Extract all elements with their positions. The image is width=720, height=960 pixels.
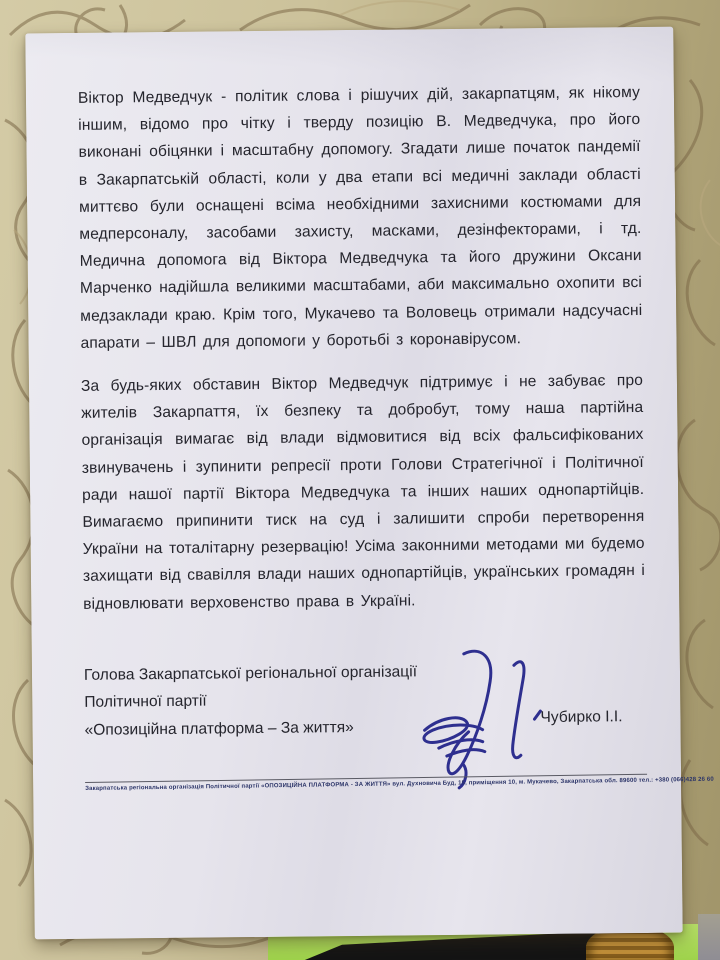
document-paper xyxy=(25,27,714,940)
signer-name: Чубирко І.І. xyxy=(540,708,623,726)
signatory-title-line-3: «Опозиційна платформа – За життя» xyxy=(84,718,354,739)
signature-block xyxy=(83,656,714,793)
paragraph-2: За будь-яких обставин Віктор Медведчук підтримує і не забуває про жителів Закарпаття, їх безпеку та добробут, тому наша партійна організація вимагає від влади відмовитися від всіх фальсифікованих звинувачень і зупинити репресії проти Голови Стратегічної і Політичної ради нашої партії Віктора Медведчука та інших наших однопартійців. Вимагаємо припинити тиск на суд і залишити спроби перетворення України на тоталітарну резервацію! Усіма законними методами ми будемо захищати від свавілля влади наших однопартійців, українських громадян і відновлювати верховенство права в Україні. xyxy=(80,372,646,613)
signatory-title-line-2: Політичної партії xyxy=(84,692,207,712)
handwritten-signature xyxy=(402,643,554,793)
paragraph-1: Віктор Медведчук - політик слова і рішучих дій, закарпатцям, як нікому іншим, відомо про чітку і тверду позицію В. Медведчука, про його виконані обіцянки і масштабну допомогу. Згадати лише початок пандемії в Закарпатській області, коли у два етапи всі медичні заклади області миттєво були оснащені всіма необхідними захисними костюмами для медперсоналу, засобами захисту, масками, дезінфекторами, і тд. Медична допомога від Віктора Медведчука та його дружини Оксани Марченко надійшла великими масштабами, аби максимально охопити всі медзаклади краю. Крім того, Мукачево та Воловець отримали надсучасні апарати – ШВЛ для допомоги у боротьбі з коронавірусом. xyxy=(77,83,643,352)
signatory-title xyxy=(84,658,418,744)
signatory-title-line-1: Голова Закарпатської регіональної організації xyxy=(83,663,418,684)
grey-floor-corner xyxy=(698,914,720,960)
footer-address-line: Закарпатська регіональна організація Політичної партії «ОПОЗИЦІЙНА ПЛАТФОРМА - ЗА ЖИТТЯ» вул. Духновича Буд, 15, приміщення 10, м. Мукачево, Закарпатська обл. 89600 тел.: +380 (066)428 26 60 xyxy=(85,776,714,793)
document-body xyxy=(77,79,714,793)
